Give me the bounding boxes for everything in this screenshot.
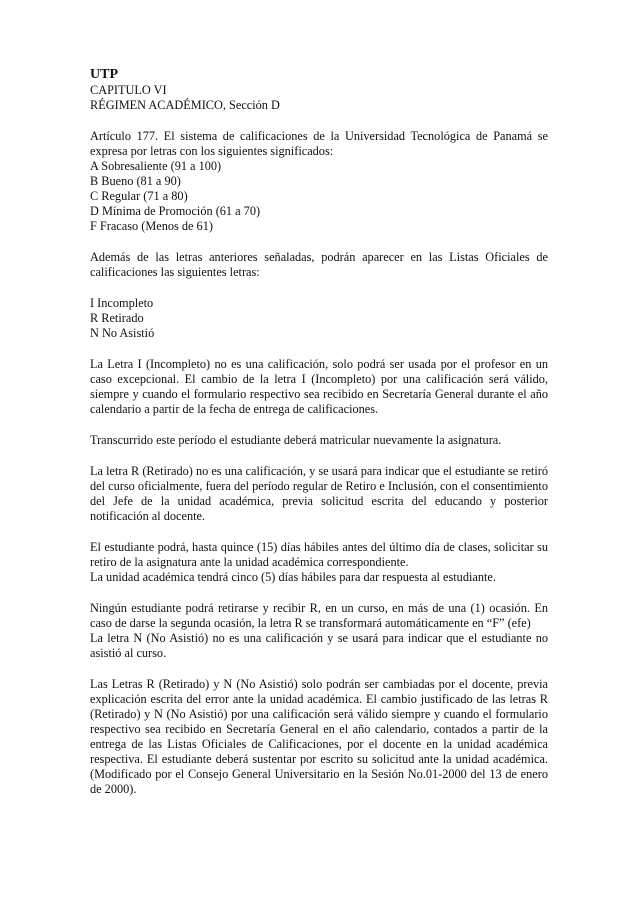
letters-block [90,296,548,341]
grade-item: F Fracaso (Menos de 61) [90,219,213,233]
letter-item: R Retirado [90,311,144,325]
chapter-heading [90,83,548,113]
paragraph-respuesta: La unidad académica tendrá cinco (5) días hábiles para dar respuesta al estudiante. [90,570,496,584]
grade-item: D Mínima de Promoción (61 a 70) [90,204,261,218]
paragraph-ningun: Ningún estudiante podrá retirarse y recibir R, en un curso, en más de una (1) ocasión. En caso de darse la segunda ocasión, la letra R se transformará automáticamente en “F” (efe) [90,601,548,630]
grade-item: C Regular (71 a 80) [90,189,188,203]
paragraph-incomplete: La Letra I (Incompleto) no es una calificación, solo podrá ser usada por el profesor en un caso excepcional. El cambio de la letra I (Incompleto) por una calificación será válido, siempre y cuando el formulario respectivo sea recibido en Secretaría General durante el año calendario a partir de la fecha de entrega de calificaciones. [90,357,548,416]
document-page [90,66,548,813]
grade-item: B Bueno (81 a 90) [90,174,181,188]
additional-letters-intro: Además de las letras anteriores señaladas, podrán aparecer en las Listas Oficiales de calificaciones las siguientes letras: [90,250,548,279]
paragraph-retirado: La letra R (Retirado) no es una calificación, y se usará para indicar que el estudiante se retiró del curso oficialmente, fuera del período regular de Retiro e Inclusión, con el consentimiento del Jefe de la unidad académica, previa solicitud escrita del educando y posterior notificación al docente. [90,464,548,523]
paragraph-plazo: El estudiante podrá, hasta quince (15) días hábiles antes del último día de clases, solicitar su retiro de la asignatura ante la unidad académica correspondiente. [90,540,548,569]
paragraph-no-asistio: La letra N (No Asistió) no es una calificación y se usará para indicar que el estudiante no asistió al curso. [90,631,548,660]
article-intro: Artículo 177. El sistema de calificaciones de la Universidad Tecnológica de Panamá se expresa por letras con los siguientes significados: [90,129,548,158]
section-label: RÉGIMEN ACADÉMICO, Sección D [90,98,280,112]
chapter-label: CAPITULO VI [90,83,167,97]
document-title: UTP [90,67,118,82]
letter-item: I Incompleto [90,296,154,310]
no-attendance-block [90,601,548,661]
grades-block [90,129,548,234]
paragraph-cambio: Las Letras R (Retirado) y N (No Asistió) solo podrán ser cambiadas por el docente, previa explicación escrita del error ante la unidad académica. El cambio justificado de las letras R (Retirado) y N (No Asistió) por una calificación será válido siempre y cuando el formulario respectivo sea recibido en Secretaría General en el año calendario, contados a partir de la entrega de las Listas Oficiales de Calificaciones, por el docente en la unidad académica respectiva. El estudiante deberá sustentar por escrito su solicitud ante la unidad académica. (Modificado por el Consejo General Universitario en la Sesión No.01-2000 del 13 de enero de 2000). [90,677,548,796]
paragraph-transcurrido: Transcurrido este período el estudiante deberá matricular nuevamente la asignatura. [90,433,502,447]
letter-item: N No Asistió [90,326,155,340]
withdrawal-deadline-block [90,540,548,585]
grade-item: A Sobresaliente (91 a 100) [90,159,222,173]
